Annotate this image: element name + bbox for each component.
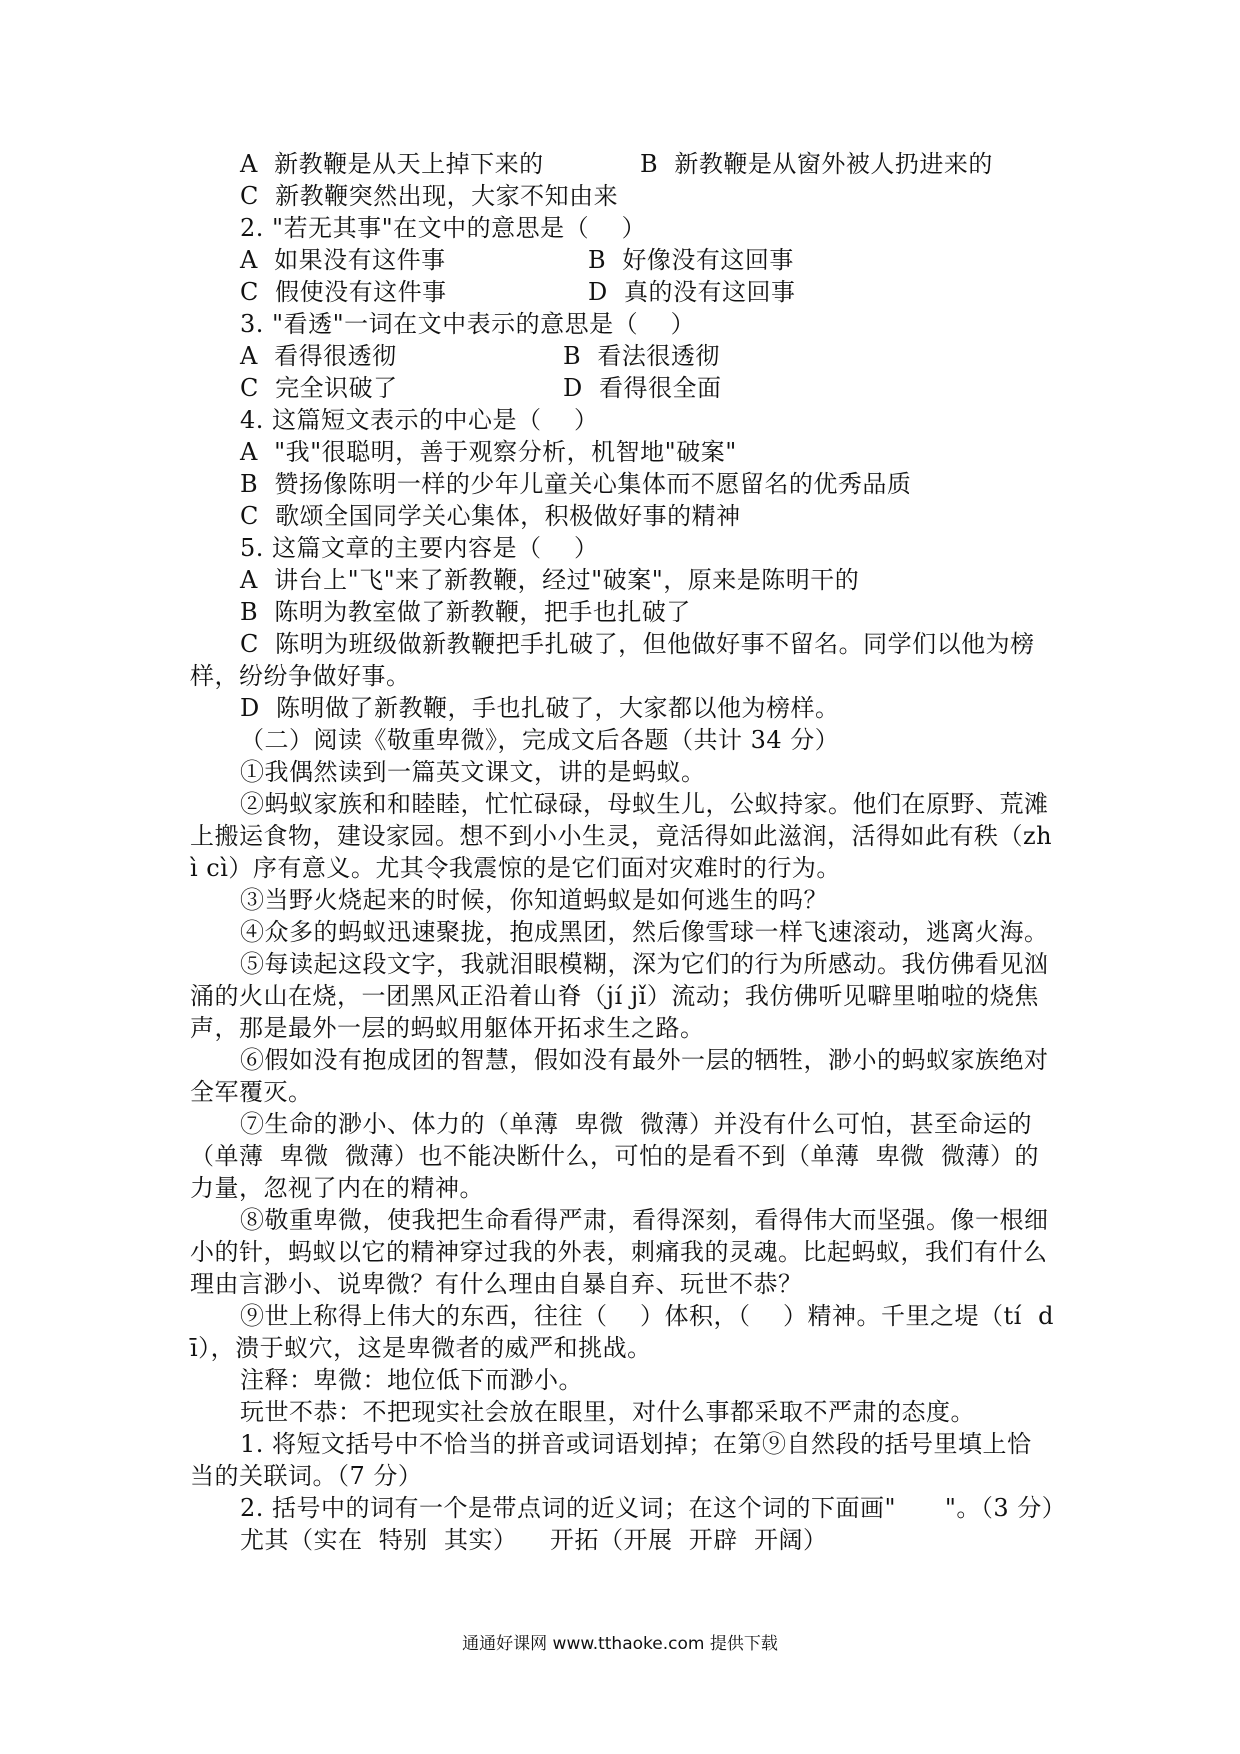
q2-option-a: A 如果没有这件事 <box>240 246 446 274</box>
q1-option-b: B 新教鞭是从窗外被人扔进来的 <box>640 150 993 178</box>
paragraph-8: ⑧敬重卑微，使我把生命看得严肃，看得深刻，看得伟大而坚强。像一根细 <box>240 1206 1049 1234</box>
question-2: 2. "若无其事"在文中的意思是（ ） <box>240 214 647 242</box>
question-5: 5. 这篇文章的主要内容是（ ） <box>240 534 599 562</box>
question-3: 3. "看透"一词在文中表示的意思是（ ） <box>240 310 696 338</box>
q3-option-b: B 看法很透彻 <box>563 342 720 370</box>
paragraph-2-line-2: 上搬运食物，建设家园。想不到小小生灵，竟活得如此滋润，活得如此有秩（zh <box>190 822 1053 850</box>
q4-option-b: B 赞扬像陈明一样的少年儿童关心集体而不愿留名的优秀品质 <box>240 470 912 498</box>
q4-option-a: A "我"很聪明，善于观察分析，机智地"破案" <box>240 438 737 466</box>
q3-option-d: D 看得很全面 <box>563 374 722 402</box>
exercise-1: 1. 将短文括号中不恰当的拼音或词语划掉；在第⑨自然段的括号里填上恰 <box>240 1430 1032 1458</box>
paragraph-8-line-3: 理由言渺小、说卑微？有什么理由自暴自弃、玩世不恭？ <box>190 1270 803 1298</box>
annotation-note: 注释：卑微：地位低下而渺小。 <box>240 1366 583 1394</box>
paragraph-7: ⑦生命的渺小、体力的（单薄 卑微 微薄）并没有什么可怕，甚至命运的 <box>240 1110 1033 1138</box>
q1-option-a: A 新教鞭是从天上掉下来的 <box>240 150 544 178</box>
paragraph-8-line-2: 小的针，蚂蚁以它的精神穿过我的外表，刺痛我的灵魂。比起蚂蚁，我们有什么 <box>190 1238 1048 1266</box>
paragraph-6: ⑥假如没有抱成团的智慧，假如没有最外一层的牺牲，渺小的蚂蚁家族绝对 <box>240 1046 1049 1074</box>
q2-option-d: D 真的没有这回事 <box>588 278 796 306</box>
exercise-1-line-2: 当的关联词。（7 分） <box>190 1462 423 1490</box>
paragraph-4: ④众多的蚂蚁迅速聚拢，抱成黑团，然后像雪球一样飞速滚动，逃离火海。 <box>240 918 1049 946</box>
section-heading: （二）阅读《敬重卑微》，完成文后各题（共计 34 分） <box>240 726 840 754</box>
paragraph-6-line-2: 全军覆灭。 <box>190 1078 313 1106</box>
paragraph-9: ⑨世上称得上伟大的东西，往往（ ）体积，（ ）精神。千里之堤（tí d <box>240 1302 1054 1330</box>
q1-option-c: C 新教鞭突然出现，大家不知由来 <box>240 182 619 210</box>
paragraph-3: ③当野火烧起来的时候，你知道蚂蚁是如何逃生的吗？ <box>240 886 828 914</box>
paragraph-9-line-2: ī），溃于蚁穴，这是卑微者的威严和挑战。 <box>190 1334 652 1362</box>
annotation-note-2: 玩世不恭：不把现实社会放在眼里，对什么事都采取不严肃的态度。 <box>240 1398 975 1426</box>
paragraph-1: ①我偶然读到一篇英文课文，讲的是蚂蚁。 <box>240 758 706 786</box>
q2-option-c: C 假使没有这件事 <box>240 278 447 306</box>
exercise-2-words: 尤其（实在 特别 其实） 开拓（开展 开辟 开阔） <box>240 1526 828 1554</box>
q2-option-b: B 好像没有这回事 <box>588 246 794 274</box>
paragraph-5: ⑤每读起这段文字，我就泪眼模糊，深为它们的行为所感动。我仿佛看见汹 <box>240 950 1049 978</box>
q5-option-a: A 讲台上"飞"来了新教鞭，经过"破案"，原来是陈明干的 <box>240 566 860 594</box>
paragraph-5-line-3: 声，那是最外一层的蚂蚁用躯体开拓求生之路。 <box>190 1014 705 1042</box>
question-4: 4. 这篇短文表示的中心是（ ） <box>240 406 599 434</box>
exercise-2: 2. 括号中的词有一个是带点词的近义词；在这个词的下面画" "。（3 分） <box>240 1494 1067 1522</box>
paragraph-2-line-3: ì cì）序有意义。尤其令我震惊的是它们面对灾难时的行为。 <box>190 854 841 882</box>
paragraph-7-line-3: 力量，忽视了内在的精神。 <box>190 1174 484 1202</box>
page-footer: 通通好课网 www.tthaoke.com 提供下载 <box>462 1634 778 1654</box>
paragraph-2: ②蚂蚁家族和和睦睦，忙忙碌碌，母蚁生儿，公蚁持家。他们在原野、荒滩 <box>240 790 1049 818</box>
q3-option-c: C 完全识破了 <box>240 374 398 402</box>
q3-option-a: A 看得很透彻 <box>240 342 397 370</box>
q5-option-b: B 陈明为教室做了新教鞭，把手也扎破了 <box>240 598 691 626</box>
q5-option-d: D 陈明做了新教鞭，手也扎破了，大家都以他为榜样。 <box>240 694 840 722</box>
q5-option-c: C 陈明为班级做新教鞭把手扎破了，但他做好事不留名。同学们以他为榜 <box>240 630 1035 658</box>
paragraph-5-line-2: 涌的火山在烧，一团黑风正沿着山脊（jí jǐ）流动；我仿佛听见噼里啪啦的烧焦 <box>190 982 1039 1010</box>
q5-option-c-cont: 样，纷纷争做好事。 <box>190 662 411 690</box>
paragraph-7-line-2: （单薄 卑微 微薄）也不能决断什么，可怕的是看不到（单薄 卑微 微薄）的 <box>190 1142 1040 1170</box>
q4-option-c: C 歌颂全国同学关心集体，积极做好事的精神 <box>240 502 741 530</box>
